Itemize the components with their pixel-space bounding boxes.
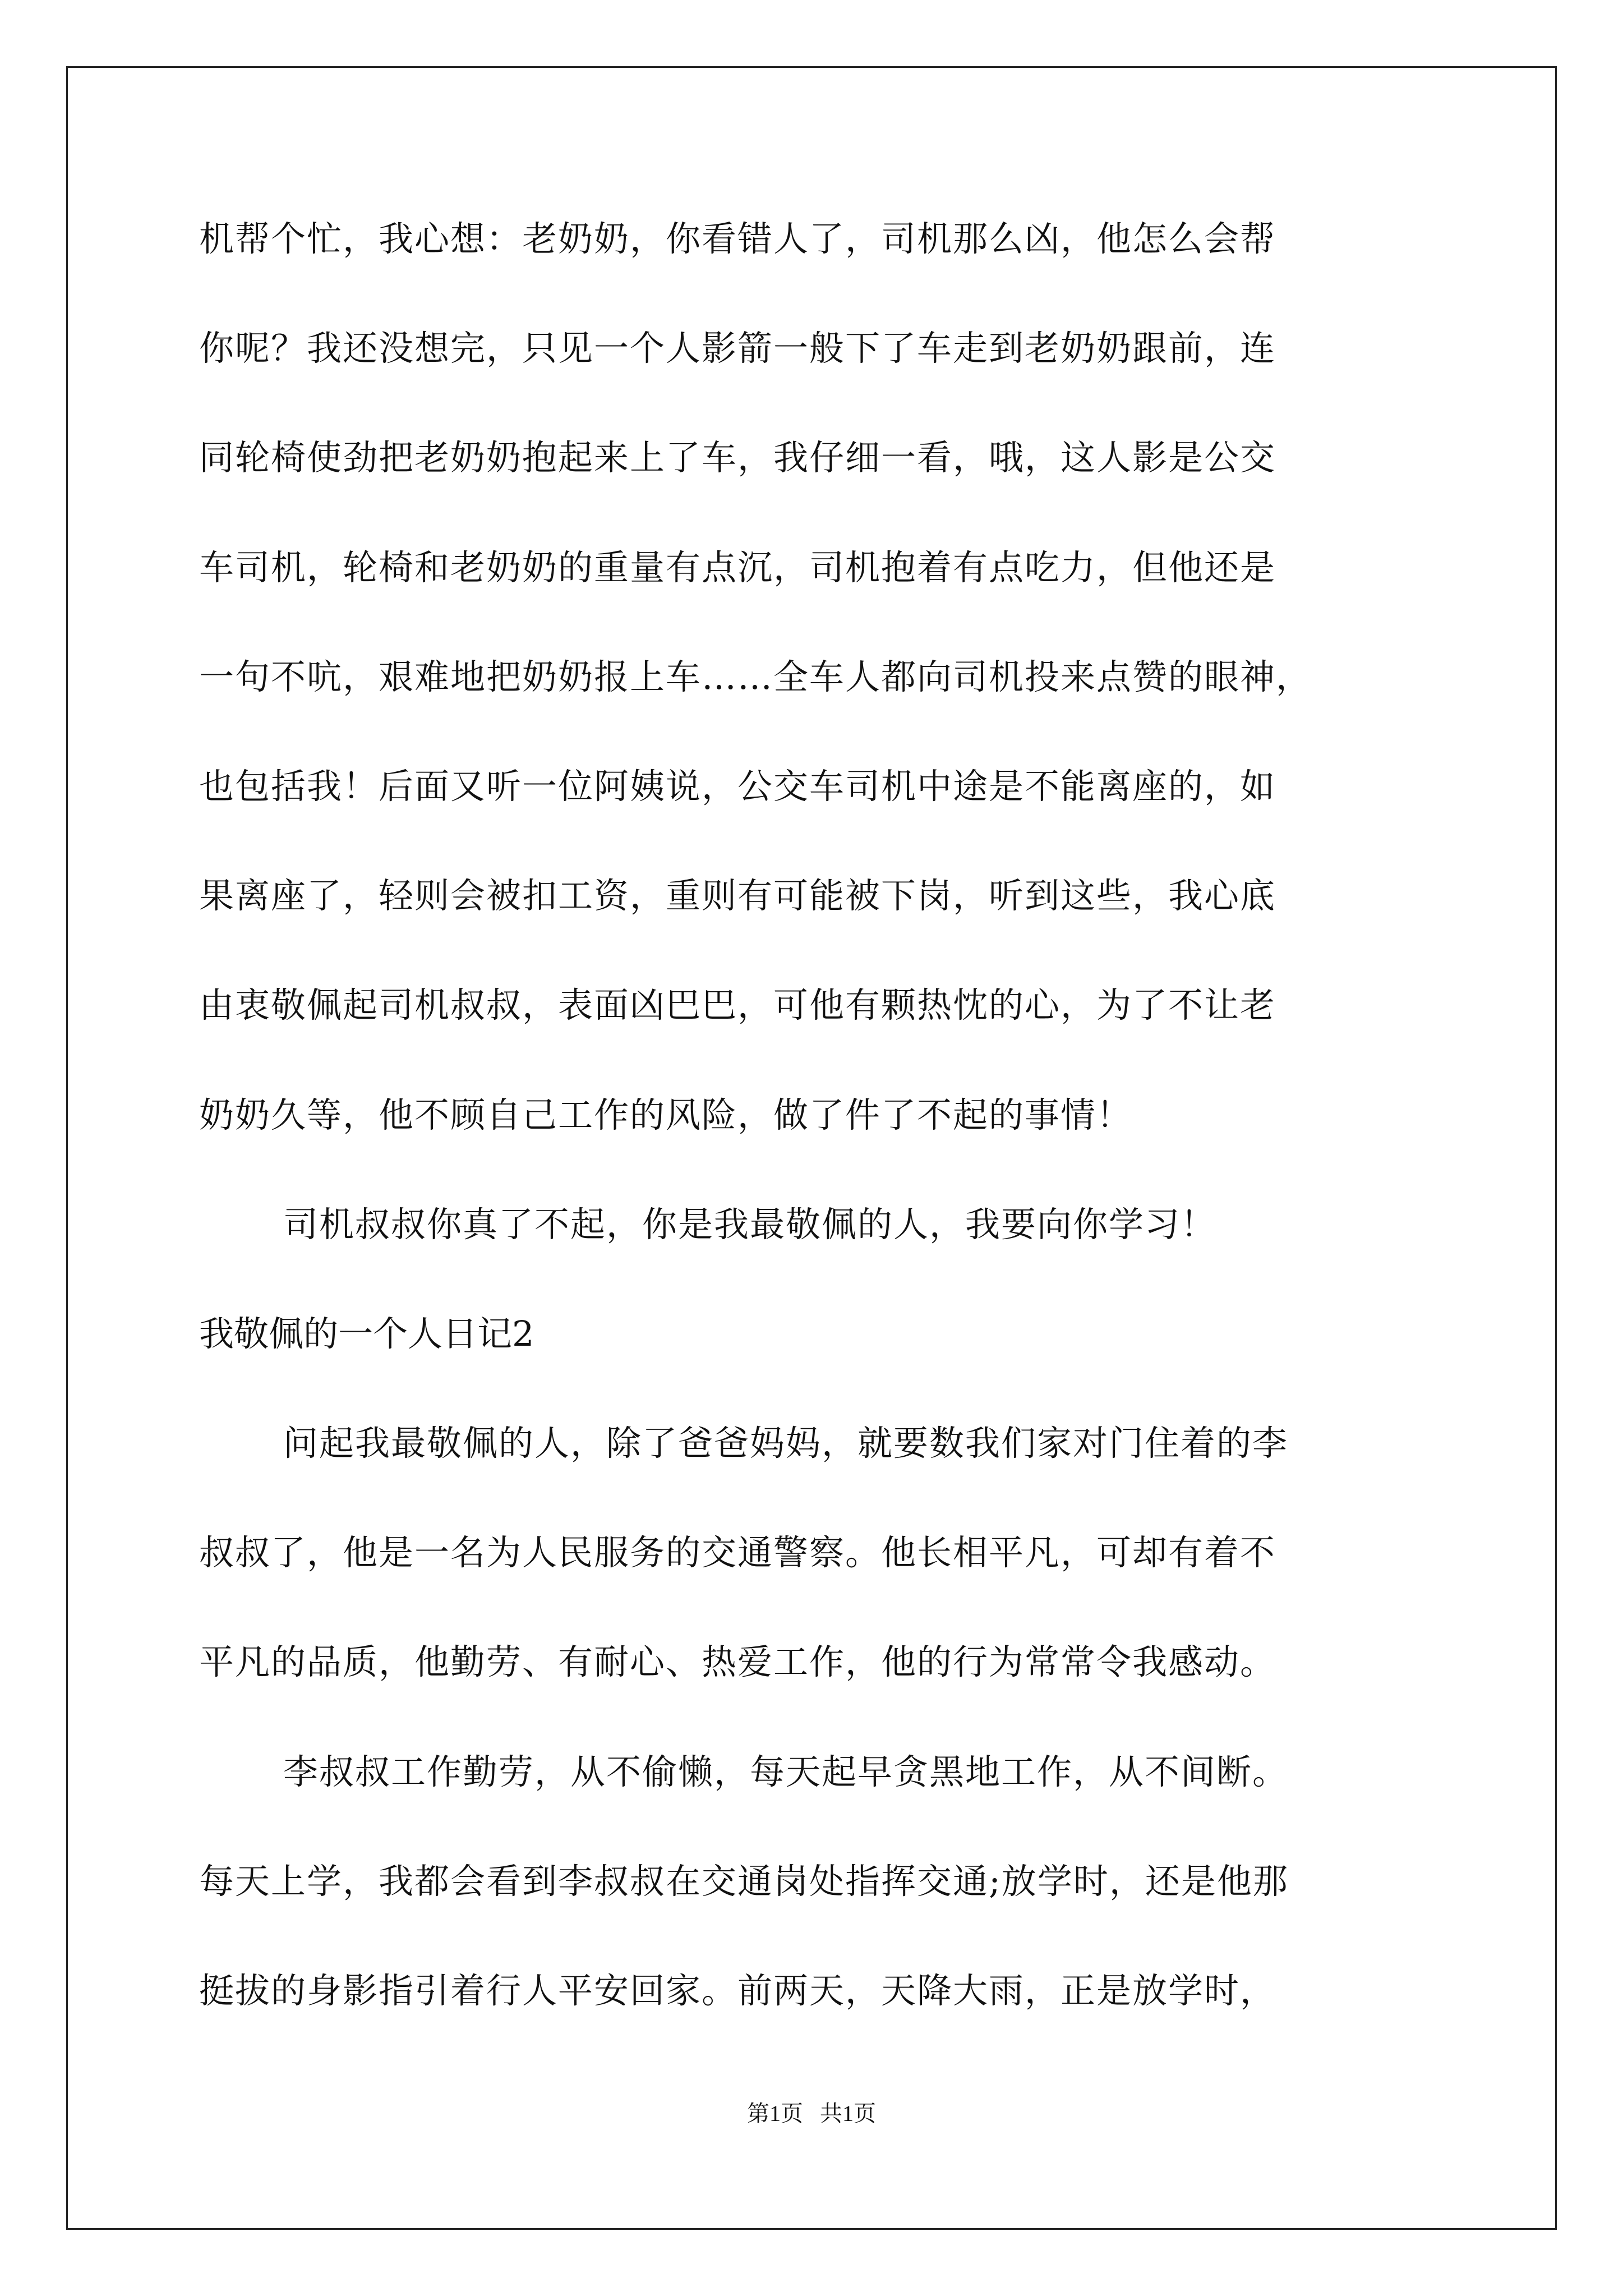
text-line: 同轮椅使劲把老奶奶抱起来上了车，我仔细一看，哦，这人影是公交 [199, 437, 1276, 478]
text-line: 果离座了，轻则会被扣工资，重则有可能被下岗，听到这些，我心底 [199, 875, 1276, 917]
text-line: 机帮个忙，我心想：老奶奶，你看错人了，司机那么凶，他怎么会帮 [199, 218, 1276, 259]
page-footer: 第1页 共1页 [747, 2101, 876, 2126]
text-line: 挺拔的身影指引着行人平安回家。前两天，天降大雨，正是放学时， [199, 1970, 1276, 2011]
text-line: 车司机，轮椅和老奶奶的重量有点沉，司机抱着有点吃力，但他还是 [199, 546, 1276, 588]
paragraph-first-line: 李叔叔工作勤劳，从不偷懒，每天起早贪黑地工作，从不间断。 [283, 1751, 1289, 1792]
section-heading: 我敬佩的一个人日记2 [199, 1313, 534, 1354]
text-line: 平凡的品质，他勤劳、有耐心、热爱工作，他的行为常常令我感动。 [199, 1641, 1276, 1683]
text-line: 也包括我！后面又听一位阿姨说，公交车司机中途是不能离座的，如 [199, 765, 1276, 807]
paragraph-first-line: 司机叔叔你真了不起，你是我最敬佩的人，我要向你学习！ [283, 1203, 1217, 1245]
text-line: 叔叔了，他是一名为人民服务的交通警察。他长相平凡，可却有着不 [199, 1532, 1276, 1573]
text-line: 由衷敬佩起司机叔叔，表面凶巴巴，可他有颗热忱的心，为了不让老 [199, 984, 1276, 1026]
paragraph-first-line: 问起我最敬佩的人，除了爸爸妈妈，就要数我们家对门住着的李 [283, 1423, 1289, 1464]
document-body [199, 218, 1450, 2083]
text-line: 每天上学，我都会看到李叔叔在交通岗处指挥交通;放学时，还是他那 [199, 1860, 1289, 1902]
text-line: 你呢？我还没想完，只见一个人影箭一般下了车走到老奶奶跟前，连 [199, 328, 1276, 369]
text-line: 奶奶久等，他不顾自己工作的风险，做了件了不起的事情！ [199, 1094, 1133, 1135]
text-line: 一句不吭，艰难地把奶奶报上车……全车人都向司机投来点赞的眼神， [199, 656, 1312, 697]
